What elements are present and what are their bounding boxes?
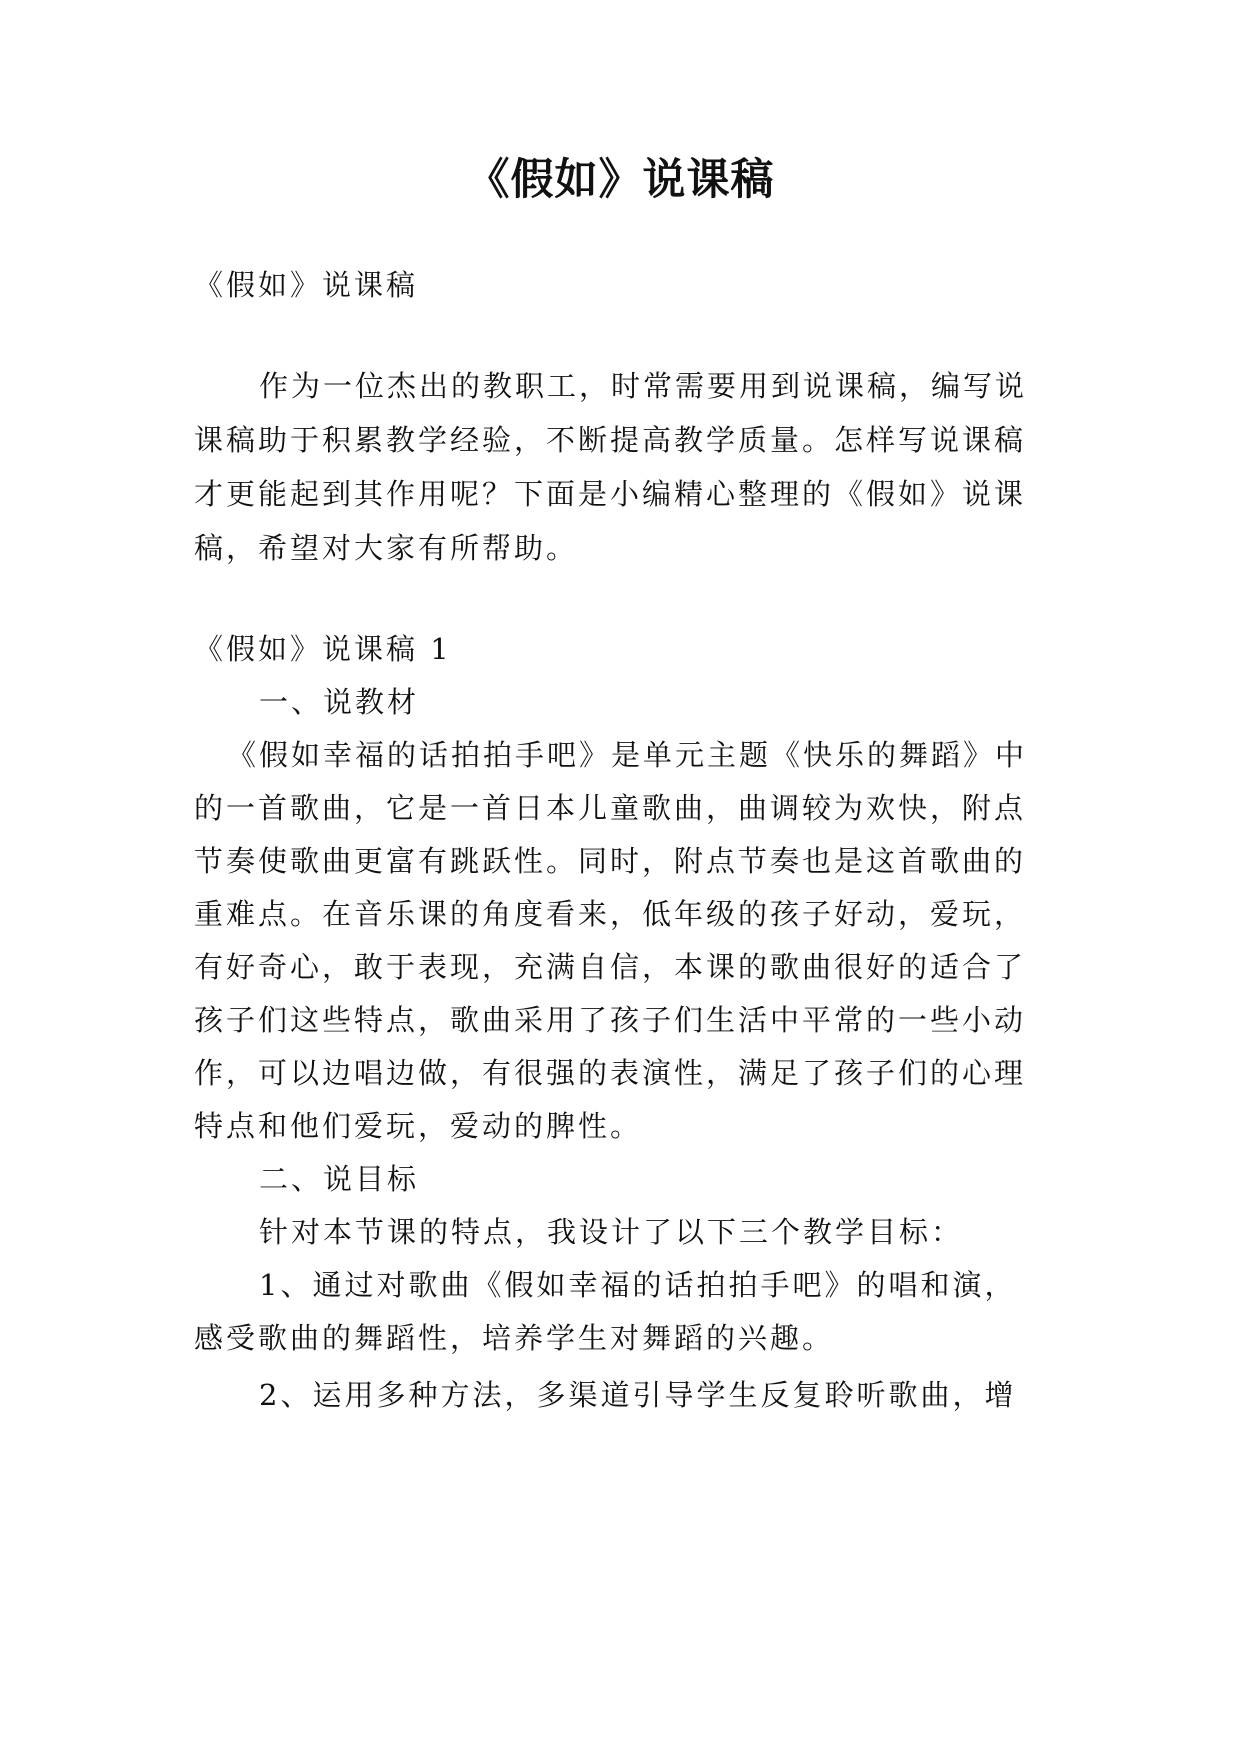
- part1-line-3: 节奏使歌曲更富有跳跃性。同时，附点节奏也是这首歌曲的: [194, 844, 1027, 878]
- goal1-line-1: 1、通过对歌曲《假如幸福的话拍拍手吧》的唱和演，: [259, 1268, 1017, 1302]
- part1-line-8: 特点和他们爱玩，爱动的脾性。: [194, 1109, 643, 1143]
- part1-heading: 一、说教材: [259, 685, 420, 719]
- part1-line-1: 《假如幸福的话拍拍手吧》是单元主题《快乐的舞蹈》中: [227, 738, 1028, 772]
- part1-line-7: 作，可以边唱边做，有很强的表演性，满足了孩子们的心理: [194, 1056, 1027, 1090]
- goal2-line-1: 2、运用多种方法，多渠道引导学生反复聆听歌曲，增: [259, 1378, 1017, 1412]
- intro-line-1: 作为一位杰出的教职工，时常需要用到说课稿，编写说: [259, 369, 1028, 403]
- section-heading: 《假如》说课稿 1: [194, 632, 452, 666]
- document-subtitle: 《假如》说课稿: [194, 268, 419, 302]
- part1-line-2: 的一首歌曲，它是一首日本儿童歌曲，曲调较为欢快，附点: [194, 791, 1027, 825]
- part1-line-4: 重难点。在音乐课的角度看来，低年级的孩子好动，爱玩，: [194, 897, 1027, 931]
- intro-line-4: 稿，希望对大家有所帮助。: [194, 531, 579, 565]
- goal1-line-2: 感受歌曲的舞蹈性，培养学生对舞蹈的兴趣。: [194, 1321, 835, 1355]
- part1-line-5: 有好奇心，敢于表现，充满自信，本课的歌曲很好的适合了: [194, 950, 1027, 984]
- intro-line-2: 课稿助于积累教学经验，不断提高教学质量。怎样写说课稿: [194, 423, 1027, 457]
- intro-line-3: 才更能起到其作用呢？下面是小编精心整理的《假如》说课: [194, 477, 1027, 511]
- part2-heading: 二、说目标: [259, 1162, 420, 1196]
- part1-line-6: 孩子们这些特点，歌曲采用了孩子们生活中平常的一些小动: [194, 1003, 1027, 1037]
- part2-intro: 针对本节课的特点，我设计了以下三个教学目标：: [259, 1215, 964, 1249]
- document-title: 《假如》说课稿: [466, 155, 775, 205]
